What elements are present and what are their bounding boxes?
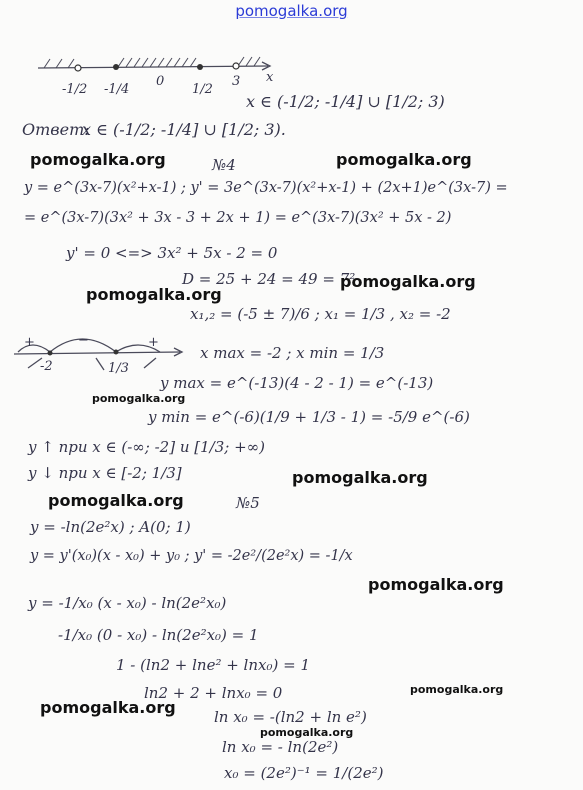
ln-x0-line-1: ln x₀ = -(ln2 + ln e²) bbox=[214, 708, 367, 726]
log-expansion-line: 1 - (ln2 + lne² + lnx₀) = 1 bbox=[116, 656, 310, 674]
nl1-tick-half: 1/2 bbox=[192, 82, 213, 97]
watermark: pomogalka.org bbox=[336, 150, 472, 169]
watermark: pomogalka.org bbox=[30, 150, 166, 169]
watermark: pomogalka.org bbox=[92, 392, 186, 405]
discriminant-line: D = 25 + 24 = 49 = 7² bbox=[182, 270, 356, 288]
derivative-line-1: y = e^(3x-7)(x²+x-1) ; y' = 3e^(3x-7)(x²+x-1) + (2x+1)e^(3x-7) = bbox=[24, 180, 508, 196]
number-line-2 bbox=[10, 320, 210, 380]
solution-set-line: x ∈ (-1/2; -1/4] ∪ [1/2; 3) bbox=[246, 92, 445, 111]
task-number-5: №5 bbox=[236, 494, 260, 512]
nl1-tick-zero: 0 bbox=[156, 74, 165, 89]
derivative-line-2: = e^(3x-7)(3x² + 3x - 3 + 2x + 1) = e^(3x-7)(3x² + 5x - 2) bbox=[24, 210, 452, 226]
watermark: pomogalka.org bbox=[292, 468, 428, 487]
watermark-top-link[interactable]: pomogalka.org bbox=[235, 2, 348, 20]
decreasing-interval: y ↓ при x ∈ [-2; 1/3] bbox=[28, 464, 182, 482]
nl1-tick-minus-quarter: -1/4 bbox=[104, 82, 130, 97]
watermark: pomogalka.org bbox=[340, 272, 476, 291]
tangent-formula: y = y'(x₀)(x - x₀) + y₀ ; y' = -2e²/(2e²x) = -1/x bbox=[30, 548, 353, 564]
nl1-tick-three: 3 bbox=[232, 74, 241, 89]
substitution-line: -1/x₀ (0 - x₀) - ln(2e²x₀) = 1 bbox=[58, 626, 259, 644]
increasing-interval: y ↑ при x ∈ (-∞; -2] и [1/3; +∞) bbox=[28, 438, 265, 456]
nl2-tick-one-third: 1/3 bbox=[108, 361, 129, 376]
nl2-sign-plus-right: + bbox=[148, 335, 159, 350]
watermark: pomogalka.org bbox=[40, 698, 176, 717]
critical-equation: y' = 0 <=> 3x² + 5x - 2 = 0 bbox=[66, 244, 278, 262]
nl1-axis-label: x bbox=[266, 70, 274, 85]
watermark: pomogalka.org bbox=[368, 575, 504, 594]
y-min-line: y min = e^(-6)(1/9 + 1/3 - 1) = -5/9 e^(-6) bbox=[148, 408, 470, 426]
tangent-equation: y = -1/x₀ (x - x₀) - ln(2e²x₀) bbox=[28, 594, 227, 612]
watermark: pomogalka.org bbox=[410, 683, 504, 696]
nl2-sign-plus-left: + bbox=[24, 335, 35, 350]
nl2-tick-minus-two: -2 bbox=[40, 359, 53, 374]
nl1-tick-minus-half: -1/2 bbox=[62, 82, 88, 97]
log-sum-line: ln2 + 2 + lnx₀ = 0 bbox=[144, 684, 283, 702]
ln-x0-line-2: ln x₀ = - ln(2e²) bbox=[222, 738, 339, 756]
watermark: pomogalka.org bbox=[260, 726, 354, 739]
function-5: y = -ln(2e²x) ; A(0; 1) bbox=[30, 518, 191, 536]
x0-result-line: x₀ = (2e²)⁻¹ = 1/(2e²) bbox=[224, 764, 384, 782]
answer-label: Ответ: bbox=[22, 120, 90, 139]
task-number-4: №4 bbox=[212, 156, 236, 174]
watermark: pomogalka.org bbox=[86, 285, 222, 304]
y-max-line: y max = e^(-13)(4 - 2 - 1) = e^(-13) bbox=[160, 374, 434, 392]
answer-line: x ∈ (-1/2; -1/4] ∪ [1/2; 3). bbox=[82, 120, 286, 139]
roots-line: x₁,₂ = (-5 ± 7)/6 ; x₁ = 1/3 , x₂ = -2 bbox=[190, 305, 451, 323]
extrema-points: x max = -2 ; x min = 1/3 bbox=[200, 344, 385, 362]
watermark: pomogalka.org bbox=[48, 491, 184, 510]
nl2-sign-minus: − bbox=[78, 333, 89, 348]
